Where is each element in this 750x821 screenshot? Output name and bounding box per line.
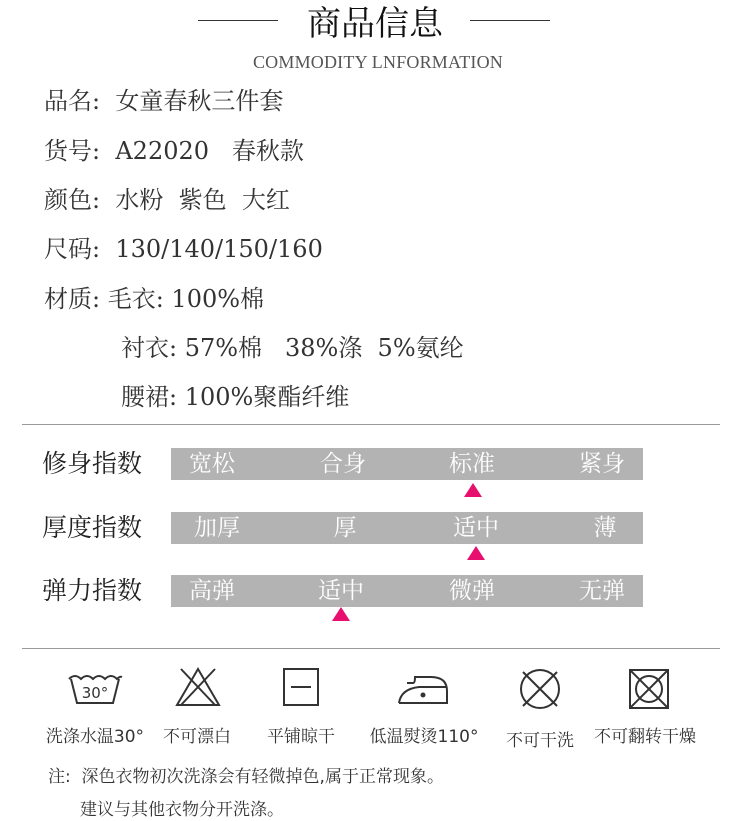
divider-bottom (22, 648, 720, 649)
elasticity-index-bar (171, 575, 643, 607)
info-size: 尺码: 130/140/150/160 (44, 235, 323, 263)
flat-dry-icon (241, 665, 361, 709)
thickness-option: 适中 (453, 515, 499, 541)
fit-option: 宽松 (189, 451, 235, 477)
page-title: 商品信息 (307, 4, 443, 44)
page-subtitle: COMMODITY LNFORMATION (252, 52, 504, 72)
fit-option: 紧身 (579, 451, 625, 477)
fit-option: 标准 (449, 451, 495, 477)
elasticity-index-label: 弹力指数 (42, 576, 143, 605)
fit-index-bar (171, 448, 643, 480)
thickness-option: 薄 (593, 515, 617, 541)
info-item-no: 货号: A22020 春秋款 (44, 137, 304, 165)
care-note-line1: 注: 深色衣物初次洗涤会有轻微掉色,属于正常现象。 (48, 767, 444, 787)
no-dry-clean-icon (480, 665, 600, 713)
low-iron-icon (363, 665, 483, 709)
info-material-shirt: 衬衣: 57%棉 38%涤 5%氨纶 (121, 334, 464, 362)
no-bleach-icon (138, 665, 258, 709)
thickness-index-bar (171, 512, 643, 544)
divider-top (22, 424, 720, 425)
svg-text:30°: 30° (81, 684, 109, 702)
elasticity-option: 微弹 (449, 578, 495, 604)
fit-index-label: 修身指数 (42, 449, 143, 478)
thickness-selected-marker (467, 546, 485, 560)
elasticity-selected-marker (332, 607, 350, 621)
care-note-line2: 建议与其他衣物分开洗涤。 (80, 800, 284, 820)
info-material: 材质: 毛衣: 100%棉 (44, 285, 265, 313)
care-label-iron: 低温熨烫110° (369, 727, 479, 747)
care-label-flat-dry: 平铺晾干 (267, 727, 335, 747)
fit-option: 合身 (320, 451, 366, 477)
care-label-no-dry-clean: 不可干洗 (506, 731, 574, 751)
thickness-option: 加厚 (194, 515, 240, 541)
thickness-option: 厚 (333, 515, 357, 541)
info-name: 品名: 女童春秋三件套 (44, 87, 284, 115)
elasticity-option: 无弹 (579, 578, 625, 604)
wash-30-icon (35, 665, 155, 709)
info-material-skirt: 腰裙: 100%聚酯纤维 (121, 383, 350, 411)
no-tumble-dry-icon (589, 665, 709, 713)
elasticity-option: 高弹 (189, 578, 235, 604)
info-color: 颜色: 水粉 紫色 大红 (44, 186, 290, 214)
elasticity-option: 适中 (318, 578, 364, 604)
care-label-no-bleach: 不可漂白 (163, 727, 231, 747)
fit-selected-marker (464, 483, 482, 497)
thickness-index-label: 厚度指数 (42, 513, 143, 542)
care-label-wash: 洗涤水温30° (45, 727, 145, 747)
care-label-no-tumble-dry: 不可翻转干燥 (594, 727, 696, 747)
